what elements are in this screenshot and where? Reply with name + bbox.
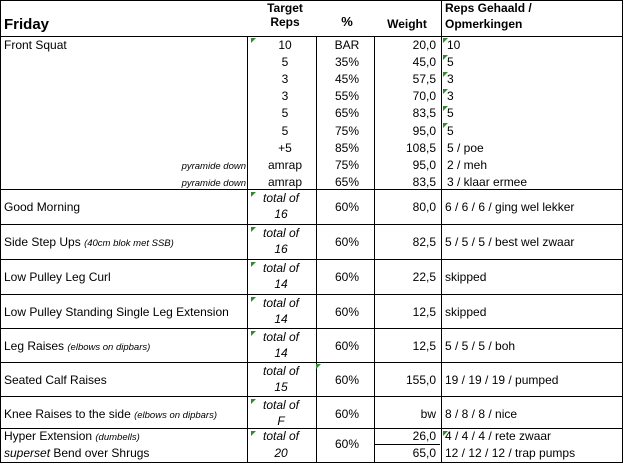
target-reps-header-line1: Target bbox=[267, 1, 303, 15]
exercise-percent: 60% bbox=[334, 373, 360, 387]
superset-weight-1: 26,0 bbox=[412, 429, 436, 443]
row-divider bbox=[0, 362, 623, 363]
set-reps: 10 bbox=[278, 38, 292, 52]
row-divider bbox=[0, 294, 623, 295]
set-weight: 20,0 bbox=[412, 38, 436, 52]
exercise-name bbox=[4, 270, 111, 284]
comment-marker-icon bbox=[443, 123, 448, 128]
set-note[interactable]: 5 bbox=[447, 124, 454, 138]
row-divider bbox=[0, 189, 623, 190]
row-divider bbox=[0, 36, 623, 37]
superset-reps-top: total of bbox=[262, 429, 300, 443]
exercise-reps-bottom: F bbox=[277, 414, 285, 428]
exercise-name bbox=[4, 200, 80, 214]
set-weight: 95,0 bbox=[412, 158, 436, 172]
set-weight: 83,5 bbox=[412, 175, 436, 189]
set-label: pyramide down bbox=[181, 161, 246, 172]
exercise-reps-bottom: 15 bbox=[274, 380, 288, 394]
row-divider bbox=[0, 0, 623, 1]
percent-header: % bbox=[341, 14, 353, 29]
set-percent: 75% bbox=[334, 158, 360, 172]
exercise-sub: (elbows on dipbars) bbox=[67, 342, 151, 353]
row-divider bbox=[0, 396, 623, 397]
comment-marker-icon bbox=[251, 192, 256, 197]
exercise-note[interactable]: 5 / 5 / 5 / boh bbox=[445, 339, 516, 353]
exercise-name bbox=[4, 373, 107, 387]
exercise-name-text: Good Morning bbox=[4, 200, 81, 214]
set-percent: BAR bbox=[334, 38, 360, 52]
exercise-reps-bottom: 14 bbox=[274, 277, 288, 291]
superset-exercise-2 bbox=[4, 446, 149, 460]
superset-exercise-1 bbox=[4, 429, 140, 445]
exercise-name-front-squat: Front Squat bbox=[4, 38, 67, 52]
set-reps: +5 bbox=[278, 141, 292, 155]
set-note[interactable]: 3 / klaar ermee bbox=[447, 175, 528, 189]
set-percent: 55% bbox=[334, 89, 360, 103]
exercise-reps-bottom: 14 bbox=[274, 312, 288, 326]
exercise-note[interactable]: 6 / 6 / 6 / ging wel lekker bbox=[445, 200, 575, 214]
exercise-note[interactable]: skipped bbox=[445, 305, 487, 319]
comment-marker-icon bbox=[251, 431, 256, 436]
exercise-name bbox=[4, 339, 150, 355]
set-reps: 5 bbox=[281, 55, 289, 69]
exercise-reps-bottom: 16 bbox=[274, 207, 288, 221]
exercise-reps-top: total of bbox=[262, 330, 300, 344]
notes-header-line1: Reps Gehaald / bbox=[445, 1, 532, 15]
exercise-note[interactable]: 19 / 19 / 19 / pumped bbox=[445, 373, 559, 387]
column-divider bbox=[316, 36, 317, 463]
superset-exercise-1-name: Hyper Extension bbox=[4, 429, 93, 443]
superset-weight-2: 65,0 bbox=[412, 446, 436, 460]
exercise-percent: 60% bbox=[334, 407, 360, 421]
target-reps-header-line2: Reps bbox=[270, 15, 300, 29]
exercise-percent: 60% bbox=[334, 305, 360, 319]
exercise-name bbox=[4, 235, 174, 251]
set-weight: 108,5 bbox=[405, 141, 436, 155]
exercise-weight: 80,0 bbox=[412, 200, 436, 214]
exercise-reps-top: total of bbox=[262, 226, 300, 240]
exercise-reps-top: total of bbox=[262, 261, 300, 275]
exercise-weight: 12,5 bbox=[412, 339, 436, 353]
weight-sum-line bbox=[374, 444, 440, 445]
set-note[interactable]: 3 bbox=[447, 89, 454, 103]
comment-marker-icon bbox=[251, 297, 256, 302]
exercise-reps-top: total of bbox=[262, 398, 300, 412]
exercise-reps-bottom: 14 bbox=[274, 346, 288, 360]
set-percent: 65% bbox=[334, 175, 360, 189]
exercise-name-text: Side Step Ups bbox=[4, 235, 81, 249]
set-reps: 5 bbox=[281, 124, 289, 138]
set-note[interactable]: 5 bbox=[447, 55, 454, 69]
exercise-weight: 22,5 bbox=[412, 270, 436, 284]
set-percent: 85% bbox=[334, 141, 360, 155]
set-label: pyramide down bbox=[181, 178, 246, 189]
exercise-reps-top: total of bbox=[262, 364, 300, 378]
set-note[interactable]: 3 bbox=[447, 72, 454, 86]
set-note[interactable]: 2 / meh bbox=[447, 158, 488, 172]
comment-marker-icon bbox=[251, 331, 256, 336]
exercise-percent: 60% bbox=[334, 235, 360, 249]
comment-marker-icon bbox=[443, 72, 448, 77]
superset-note-1: 4 / 4 / 4 / rete zwaar bbox=[445, 429, 552, 443]
exercise-name-text: Seated Calf Raises bbox=[4, 373, 107, 387]
exercise-percent: 60% bbox=[334, 200, 360, 214]
set-weight: 83,5 bbox=[412, 106, 436, 120]
exercise-sub: (elbows on dipbars) bbox=[134, 410, 217, 421]
set-reps: amrap bbox=[267, 158, 302, 172]
set-weight: 70,0 bbox=[412, 89, 436, 103]
exercise-weight: bw bbox=[420, 407, 436, 421]
exercise-reps-top: total of bbox=[262, 296, 300, 310]
comment-marker-icon bbox=[316, 364, 321, 369]
exercise-reps-bottom: 16 bbox=[274, 242, 288, 256]
comment-marker-icon bbox=[443, 89, 448, 94]
row-divider bbox=[0, 259, 623, 260]
set-reps: 5 bbox=[281, 106, 289, 120]
superset-exercise-1-sub: (dumbells) bbox=[95, 432, 140, 443]
comment-marker-icon bbox=[443, 38, 448, 43]
superset-percent: 60% bbox=[334, 437, 360, 451]
comment-marker-icon bbox=[251, 38, 256, 43]
exercise-name bbox=[4, 305, 229, 319]
superset-prefix: superset bbox=[4, 446, 51, 460]
set-reps: 3 bbox=[281, 72, 289, 86]
day-title: Friday bbox=[4, 16, 50, 33]
notes-header-line2: Opmerkingen bbox=[445, 17, 523, 31]
set-reps: amrap bbox=[267, 175, 302, 189]
comment-marker-icon bbox=[443, 431, 448, 436]
set-note[interactable]: 5 / poe bbox=[447, 141, 484, 155]
exercise-sub: (40cm blok met SSB) bbox=[84, 238, 174, 249]
set-percent: 35% bbox=[334, 55, 360, 69]
superset-reps-bottom: 20 bbox=[274, 446, 288, 460]
set-note[interactable]: 10 bbox=[447, 38, 461, 52]
exercise-weight: 12,5 bbox=[412, 305, 436, 319]
comment-marker-icon bbox=[251, 262, 256, 267]
superset-exercise-2-name: Bend over Shrugs bbox=[53, 446, 150, 460]
exercise-reps-top: total of bbox=[262, 191, 300, 205]
set-weight: 45,0 bbox=[412, 55, 436, 69]
comment-marker-icon bbox=[251, 227, 256, 232]
column-divider bbox=[441, 0, 442, 463]
set-percent: 45% bbox=[334, 72, 360, 86]
exercise-weight: 82,5 bbox=[412, 235, 436, 249]
column-divider bbox=[247, 36, 248, 463]
row-divider bbox=[0, 428, 623, 429]
comment-marker-icon bbox=[251, 399, 256, 404]
exercise-note[interactable]: skipped bbox=[445, 270, 487, 284]
exercise-note[interactable]: 8 / 8 / 8 / nice bbox=[445, 407, 518, 421]
exercise-name-text: Knee Raises to the side bbox=[4, 407, 131, 421]
column-divider bbox=[374, 36, 375, 463]
exercise-name-text: Leg Raises bbox=[4, 339, 65, 353]
set-percent: 75% bbox=[334, 124, 360, 138]
column-divider bbox=[0, 0, 1, 463]
exercise-weight: 155,0 bbox=[405, 373, 436, 387]
weight-header: Weight bbox=[387, 17, 427, 31]
row-divider bbox=[0, 328, 623, 329]
set-percent: 65% bbox=[334, 106, 360, 120]
set-note[interactable]: 5 bbox=[447, 106, 454, 120]
comment-marker-icon bbox=[443, 106, 448, 111]
superset-note-2: 12 / 12 / 12 / trap pumps bbox=[445, 446, 576, 460]
set-weight: 57,5 bbox=[412, 72, 436, 86]
exercise-percent: 60% bbox=[334, 270, 360, 284]
set-reps: 3 bbox=[281, 89, 289, 103]
exercise-percent: 60% bbox=[334, 339, 360, 353]
set-weight: 95,0 bbox=[412, 124, 436, 138]
exercise-name-text: Low Pulley Leg Curl bbox=[4, 270, 111, 284]
comment-marker-icon bbox=[443, 55, 448, 60]
exercise-name-text: Low Pulley Standing Single Leg Extension bbox=[4, 305, 229, 319]
exercise-note[interactable]: 5 / 5 / 5 / best wel zwaar bbox=[445, 235, 575, 249]
row-divider bbox=[0, 224, 623, 225]
exercise-name bbox=[4, 407, 217, 423]
